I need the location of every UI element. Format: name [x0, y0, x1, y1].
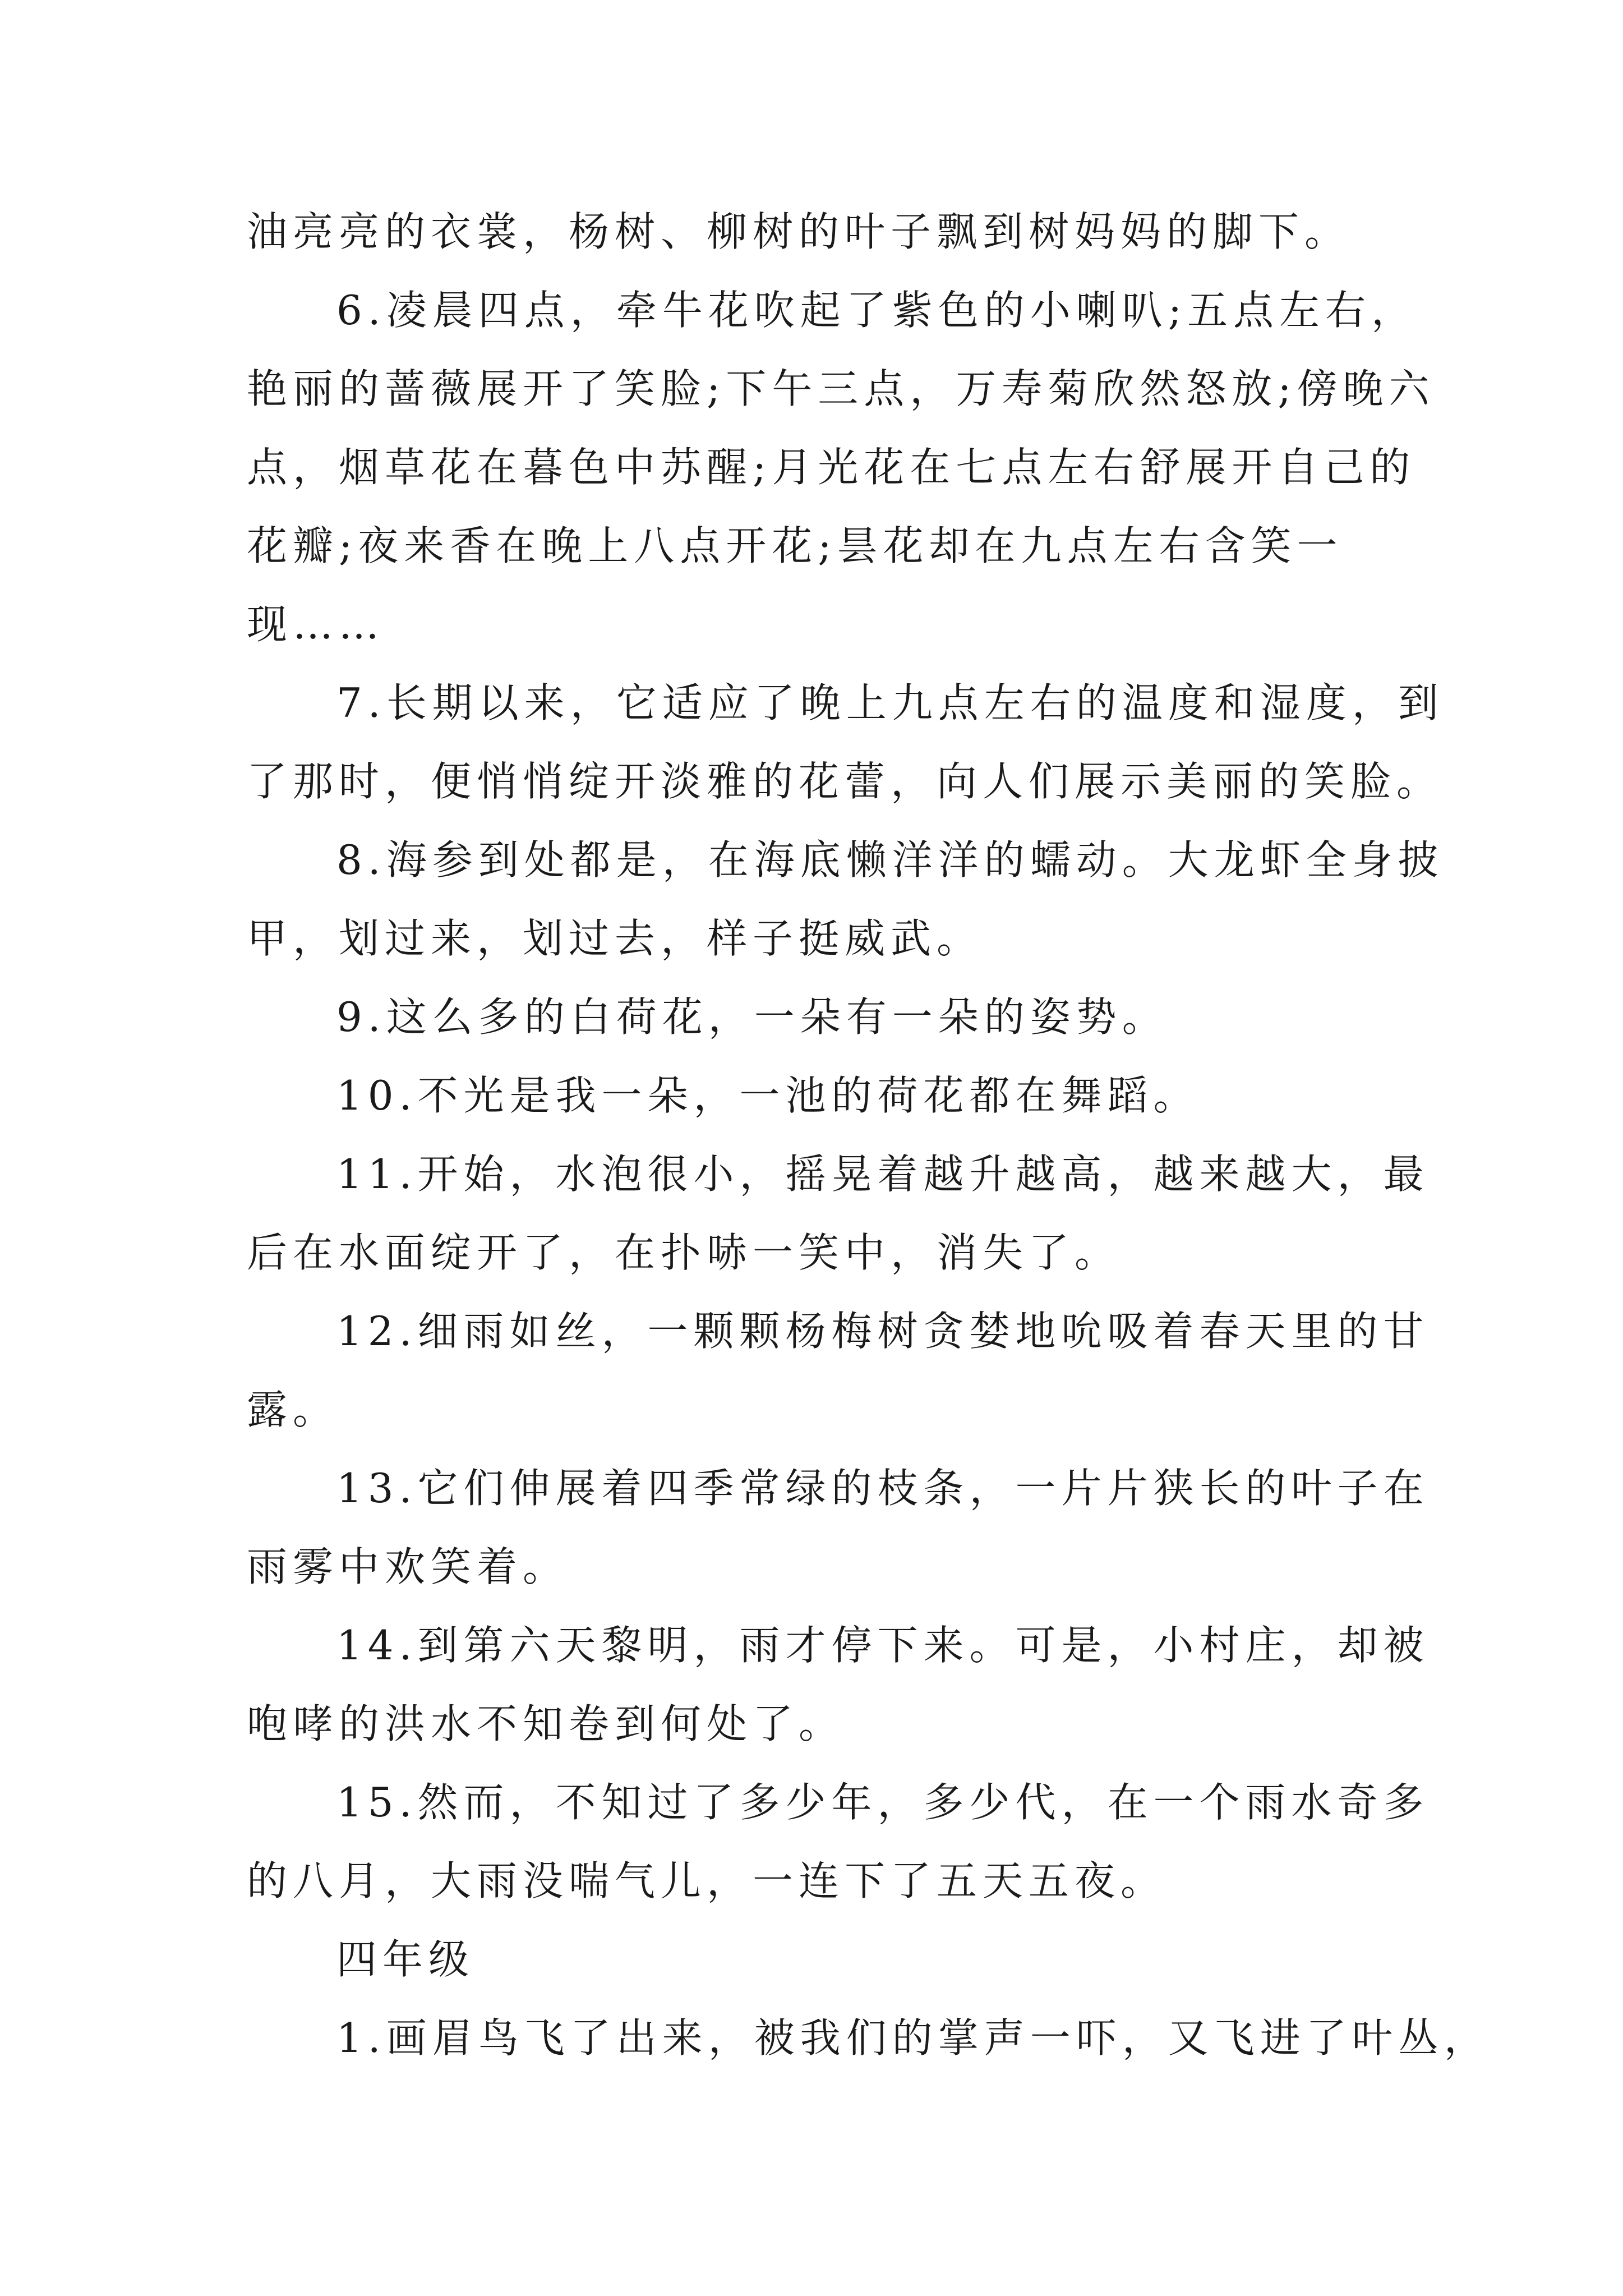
text-line: 9.这么多的白荷花，一朵有一朵的姿势。: [336, 993, 1168, 1041]
text-line: 了那时，便悄悄绽开淡雅的花蕾，向人们展示美丽的笑脸。: [247, 758, 1443, 805]
text-line: 现……: [247, 601, 385, 648]
text-line: 露。: [247, 1386, 339, 1433]
text-line: 的八月，大雨没喘气儿，一连下了五天五夜。: [247, 1857, 1167, 1904]
text-line: 15.然而，不知过了多少年，多少代，在一个雨水奇多: [336, 1779, 1430, 1826]
text-line: 花瓣;夜来香在晚上八点开花;昙花却在九点左右含笑一: [247, 522, 1343, 569]
text-line: 11.开始，水泡很小，摇晃着越升越高，越来越大，最: [336, 1151, 1430, 1198]
text-line: 14.到第六天黎明，雨才停下来。可是，小村庄，却被: [336, 1622, 1430, 1669]
section-heading: 四年级: [336, 1936, 475, 1983]
text-line: 7.长期以来，它适应了晚上九点左右的温度和湿度，到: [336, 679, 1444, 726]
text-line: 1.画眉鸟飞了出来，被我们的掌声一吓，又飞进了叶丛，: [336, 2014, 1490, 2062]
text-line: 10.不光是我一朵，一池的荷花都在舞蹈。: [336, 1072, 1200, 1119]
text-line: 油亮亮的衣裳，杨树、柳树的叶子飘到树妈妈的脚下。: [247, 208, 1351, 255]
text-line: 12.细雨如丝，一颗颗杨梅树贪婪地吮吸着春天里的甘: [336, 1308, 1430, 1355]
text-line: 后在水面绽开了，在扑哧一笑中，消失了。: [247, 1229, 1121, 1276]
text-line: 咆哮的洪水不知卷到何处了。: [247, 1700, 845, 1747]
text-line: 艳丽的蔷薇展开了笑脸;下午三点，万寿菊欣然怒放;傍晚六: [247, 365, 1435, 412]
text-line: 点，烟草花在暮色中苏醒;月光花在七点左右舒展开自己的: [247, 444, 1416, 491]
text-line: 6.凌晨四点，牵牛花吹起了紫色的小喇叭;五点左右，: [336, 287, 1417, 334]
text-line: 雨雾中欢笑着。: [247, 1543, 569, 1590]
text-line: 13.它们伸展着四季常绿的枝条，一片片狭长的叶子在: [336, 1465, 1430, 1512]
text-line: 甲，划过来，划过去，样子挺威武。: [247, 915, 983, 962]
text-line: 8.海参到处都是，在海底懒洋洋的蠕动。大龙虾全身披: [336, 836, 1444, 884]
